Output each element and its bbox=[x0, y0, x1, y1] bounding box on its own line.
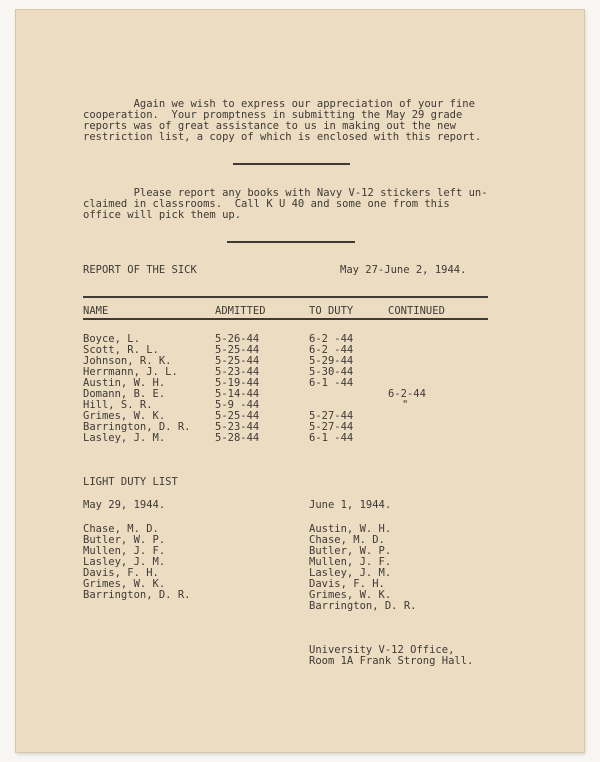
list-item: Barrington, D. R. bbox=[83, 589, 191, 601]
separator-rule-1 bbox=[233, 163, 350, 165]
row-continued: " bbox=[402, 399, 409, 411]
list-item: Lasley, J. M. bbox=[309, 567, 392, 579]
table-header-rule bbox=[83, 318, 488, 320]
row-admitted: 5-23-44 bbox=[215, 366, 260, 378]
header-admitted: ADMITTED bbox=[215, 305, 266, 317]
list-item: Chase, M. D. bbox=[83, 523, 159, 535]
list-item: Grimes, W. K. bbox=[309, 589, 392, 601]
header-continued: CONTINUED bbox=[388, 305, 445, 317]
list-item: Grimes, W. K. bbox=[83, 578, 166, 590]
list-item: Davis, F. H. bbox=[83, 567, 159, 579]
paragraph-appreciation-line-3: reports was of great assistance to us in making out the new bbox=[83, 120, 456, 132]
separator-rule-2 bbox=[227, 241, 355, 243]
header-to-duty: TO DUTY bbox=[309, 305, 354, 317]
paragraph-books-line-3: office will pick them up. bbox=[83, 209, 242, 221]
row-to-duty: 6-1 -44 bbox=[309, 377, 354, 389]
light-duty-date-2: June 1, 1944. bbox=[309, 499, 392, 511]
paragraph-books-line-1: Please report any books with Navy V-12 stickers left un- bbox=[83, 187, 488, 199]
row-admitted: 5-28-44 bbox=[215, 432, 260, 444]
paragraph-books-line-2: claimed in classrooms. Call K U 40 and some one from this bbox=[83, 198, 450, 210]
row-to-duty: 5-30-44 bbox=[309, 366, 354, 378]
list-item: Davis, F. H. bbox=[309, 578, 385, 590]
row-name: Hill, S. R. bbox=[83, 399, 153, 411]
row-admitted: 5-25-44 bbox=[215, 410, 260, 422]
sick-report-title: REPORT OF THE SICK bbox=[83, 264, 197, 276]
list-item: Lasley, J. M. bbox=[83, 556, 166, 568]
list-item: Austin, W. H. bbox=[309, 523, 392, 535]
row-name: Grimes, W. K. bbox=[83, 410, 166, 422]
row-admitted: 5-23-44 bbox=[215, 421, 260, 433]
table-top-rule bbox=[83, 296, 488, 298]
row-admitted: 5-25-44 bbox=[215, 355, 260, 367]
row-admitted: 5-19-44 bbox=[215, 377, 260, 389]
row-name: Scott, R. L. bbox=[83, 344, 159, 356]
header-name: NAME bbox=[83, 305, 109, 317]
row-name: Johnson, R. K. bbox=[83, 355, 172, 367]
paragraph-appreciation-line-2: cooperation. Your promptness in submitting the May 29 grade bbox=[83, 109, 463, 121]
row-name: Austin, W. H. bbox=[83, 377, 166, 389]
list-item: Chase, M. D. bbox=[309, 534, 385, 546]
row-admitted: 5-14-44 bbox=[215, 388, 260, 400]
row-to-duty: 6-2 -44 bbox=[309, 333, 354, 345]
row-to-duty: 5-27-44 bbox=[309, 421, 354, 433]
list-item: Butler, W. P. bbox=[83, 534, 166, 546]
row-admitted: 5-25-44 bbox=[215, 344, 260, 356]
paragraph-appreciation-line-4: restriction list, a copy of which is enclosed with this report. bbox=[83, 131, 482, 143]
row-to-duty: 6-1 -44 bbox=[309, 432, 354, 444]
row-to-duty: 5-27-44 bbox=[309, 410, 354, 422]
row-name: Herrmann, J. L. bbox=[83, 366, 178, 378]
list-item: Butler, W. P. bbox=[309, 545, 392, 557]
row-name: Barrington, D. R. bbox=[83, 421, 191, 433]
row-admitted: 5-26-44 bbox=[215, 333, 260, 345]
list-item: Barrington, D. R. bbox=[309, 600, 417, 612]
light-duty-title: LIGHT DUTY LIST bbox=[83, 476, 178, 488]
row-name: Lasley, J. M. bbox=[83, 432, 166, 444]
row-admitted: 5-9 -44 bbox=[215, 399, 260, 411]
row-to-duty: 5-29-44 bbox=[309, 355, 354, 367]
row-continued: 6-2-44 bbox=[388, 388, 426, 400]
light-duty-date-1: May 29, 1944. bbox=[83, 499, 166, 511]
row-to-duty: 6-2 -44 bbox=[309, 344, 354, 356]
list-item: Mullen, J. F. bbox=[83, 545, 166, 557]
list-item: Mullen, J. F. bbox=[309, 556, 392, 568]
signature-line-2: Room 1A Frank Strong Hall. bbox=[309, 655, 474, 667]
paragraph-appreciation-line-1: Again we wish to express our appreciation of your fine bbox=[83, 98, 475, 110]
sick-report-date-range: May 27-June 2, 1944. bbox=[340, 264, 467, 276]
signature-line-1: University V-12 Office, bbox=[309, 644, 455, 656]
row-name: Domann, B. E. bbox=[83, 388, 166, 400]
row-name: Boyce, L. bbox=[83, 333, 140, 345]
